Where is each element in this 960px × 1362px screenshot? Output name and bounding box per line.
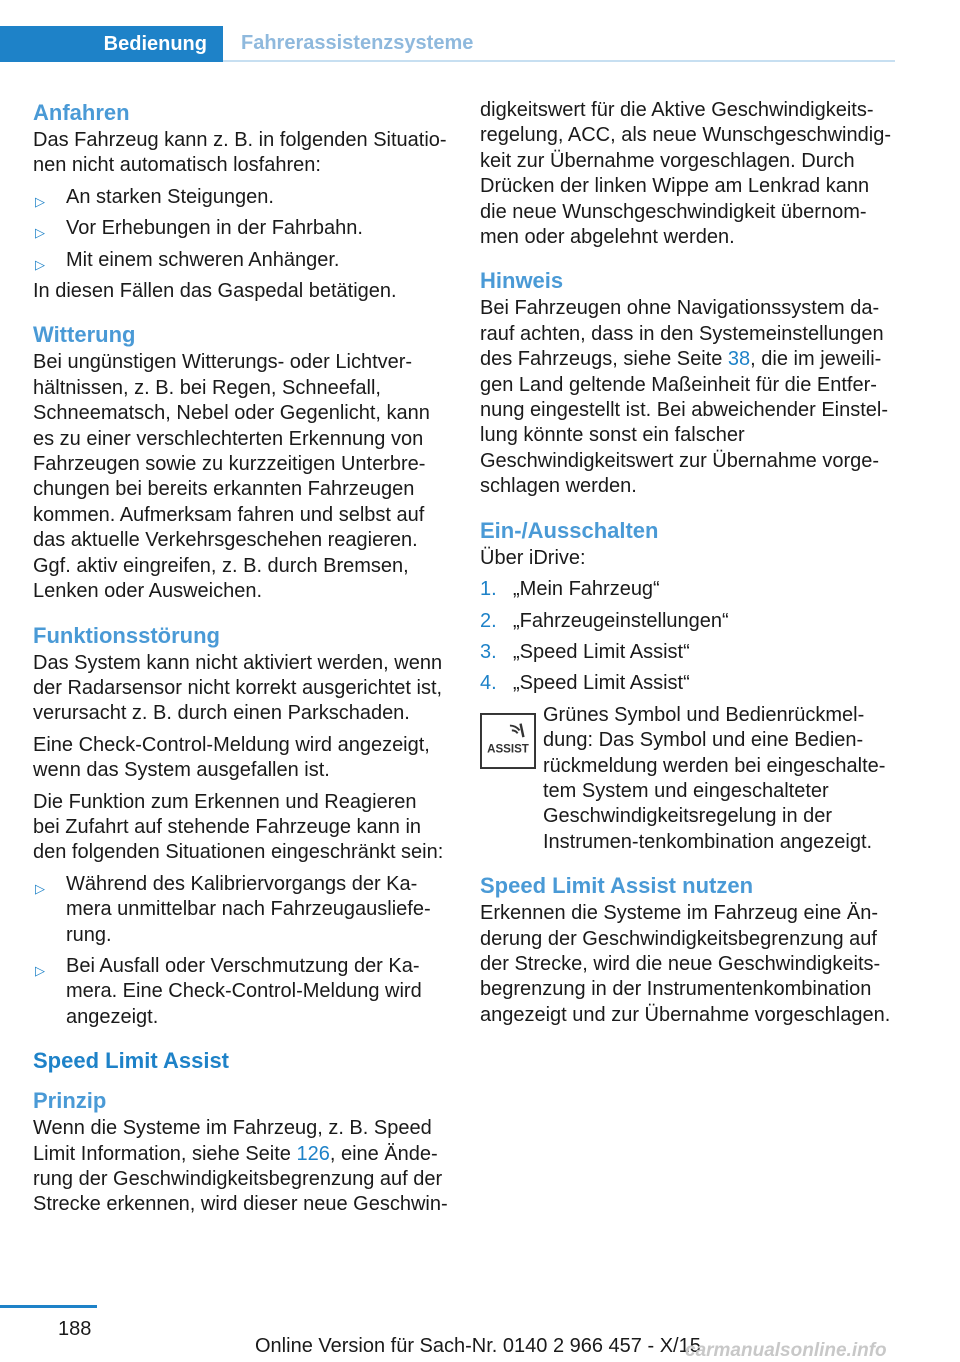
chapter-tab[interactable] bbox=[0, 26, 223, 62]
heading-ein-ausschalten: Ein-/Ausschalten bbox=[480, 517, 659, 543]
page-number: 188 bbox=[58, 1318, 92, 1340]
assist-icon-text: Grünes Symbol und Bedienrückmel‐dung: Das Symbol und eine Bedien‐rückmeldung werden bei eingeschalte‐tem System und eingeschalteter Geschwindigkeitsregelung in der Instrumen‐tenkombination angezeigt. bbox=[543, 703, 886, 853]
list-item: ▷ Während des Kalibriervorgangs der Ka‐mera unmittelbar nach Fahrzeugausliefe‐rung. bbox=[35, 872, 431, 946]
list-item: ▷ An starken Steigungen. bbox=[33, 185, 448, 210]
list-item: ▷ Mit einem schweren Anhänger. bbox=[33, 248, 448, 273]
left-column bbox=[33, 98, 448, 1224]
triangle-bullet-icon: ▷ bbox=[35, 193, 45, 209]
triangle-bullet-icon: ▷ bbox=[35, 962, 45, 978]
list-item: 2. „Fahrzeugeinstellungen“ bbox=[480, 609, 729, 632]
stoerung-p2: Eine Check-Control-Meldung wird angezeigt, wenn das System ausgefallen ist. bbox=[33, 733, 430, 782]
hinweis-text: Bei Fahrzeugen ohne Navigationssystem da‐rauf achten, dass in den Systemeinstellungen des Fahrzeugs, siehe Seite 38, die im jeweili‐gen Land geltende Maßeinheit für die Entfer‐nung eingestellt ist. Bei abweichender Einstel‐lung könnte sonst ein falscher Geschwindigkeitswert zur Übernahme vorge‐schlagen werden. bbox=[480, 297, 889, 498]
list-item: ▷ Bei Ausfall oder Verschmutzung der Ka‐mera. Eine Check-Control-Meldung wird angezeigt. bbox=[35, 954, 422, 1028]
triangle-bullet-icon: ▷ bbox=[35, 256, 45, 272]
page-link-126[interactable]: 126 bbox=[296, 1142, 330, 1165]
prinzip-text: Wenn die Systeme im Fahrzeug, z. B. Speed Limit Information, siehe Seite 126, eine Ände‐rung der Geschwindigkeitsbegrenzung auf der Strecke erkennen, wird dieser neue Geschwin‐ bbox=[33, 1117, 448, 1216]
anfahren-after: In diesen Fällen das Gaspedal betätigen. bbox=[33, 280, 397, 303]
triangle-bullet-icon: ▷ bbox=[35, 225, 45, 241]
anfahren-list bbox=[33, 185, 448, 273]
stoerung-list bbox=[33, 872, 448, 1030]
continuation-text: digkeitswert für die Aktive Geschwindigkeits‐regelung, ACC, als neue Wunschgeschwindig‐keit zur Übernahme vorgeschlagen. Durch Drücken der linken Wippe am Lenkrad kann die neue Wunschgeschwindigkeit übernom‐men oder abgelehnt werden. bbox=[480, 99, 891, 249]
heading-anfahren: Anfahren bbox=[33, 100, 130, 125]
assist-icon-label: ASSIST bbox=[487, 743, 529, 756]
speed-limit-assist-icon bbox=[480, 713, 536, 769]
heading-funktionsstoerung: Funktionsstörung bbox=[33, 622, 220, 648]
list-item: 4. „Speed Limit Assist“ bbox=[480, 672, 690, 695]
right-column bbox=[480, 98, 896, 1034]
nutzen-text: Erkennen die Systeme im Fahrzeug eine Än‐derung der Geschwindigkeitsbegrenzung auf der Strecke, wird die neue Geschwindigkeits‐begrenzung in der Instrumentenkombination angezeigt und zur Übernahme vorgeschlagen. bbox=[480, 902, 891, 1026]
section-label: Fahrerassistenzsysteme bbox=[241, 31, 474, 54]
heading-hinweis: Hinweis bbox=[480, 268, 564, 294]
page-link-38[interactable]: 38 bbox=[727, 348, 751, 371]
section-title bbox=[223, 26, 895, 62]
stoerung-p3: Die Funktion zum Erkennen und Reagieren bei Zufahrt auf stehende Fahrzeuge kann in den folgenden Situationen eingeschränkt sein: bbox=[33, 790, 444, 864]
footer-rule bbox=[0, 1305, 97, 1308]
anfahren-intro: Das Fahrzeug kann z. B. in folgenden Situatio‐nen nicht automatisch losfahren: bbox=[33, 129, 447, 177]
heading-prinzip: Prinzip bbox=[33, 1088, 107, 1114]
heading-speed-limit-assist: Speed Limit Assist bbox=[33, 1048, 230, 1074]
stoerung-p1: Das System kann nicht aktiviert werden, wenn der Radarsensor nicht korrekt ausgerichtet ist, verursacht z. B. durch einen Parkschaden. bbox=[33, 651, 443, 725]
list-item: ▷ Vor Erhebungen in der Fahrbahn. bbox=[33, 216, 448, 241]
chapter-label: Bedienung bbox=[103, 32, 207, 55]
watermark: carmanualsonline.info bbox=[685, 1340, 887, 1361]
assist-symbol-block bbox=[480, 703, 896, 855]
heading-nutzen: Speed Limit Assist nutzen bbox=[480, 873, 754, 899]
ein-aus-intro: Über iDrive: bbox=[480, 546, 586, 569]
heading-witterung: Witterung bbox=[33, 322, 136, 348]
steps-list bbox=[480, 577, 896, 697]
online-version-note: Online Version für Sach-Nr. 0140 2 966 457 - X/15 bbox=[255, 1335, 701, 1357]
witterung-text: Bei ungünstigen Witterungs- oder Lichtver‐hältnissen, z. B. bei Regen, Schneefall, Schneematsch, Nebel oder Gegenlicht, kann es zu einer verschlechterten Erkennung von Fahrzeugen sowie zu kurzzeitigen Unterbre‐chungen bei bereits erkannten Fahrzeugen kommen. Aufmerksam fahren und selbst auf das aktuelle Verkehrsgeschehen reagieren. Ggf. aktiv eingreifen, z. B. durch Bremsen, Lenken oder Ausweichen. bbox=[33, 351, 430, 603]
list-item: 1. „Mein Fahrzeug“ bbox=[480, 578, 660, 601]
list-item: 3. „Speed Limit Assist“ bbox=[480, 640, 690, 663]
triangle-bullet-icon: ▷ bbox=[35, 880, 45, 896]
